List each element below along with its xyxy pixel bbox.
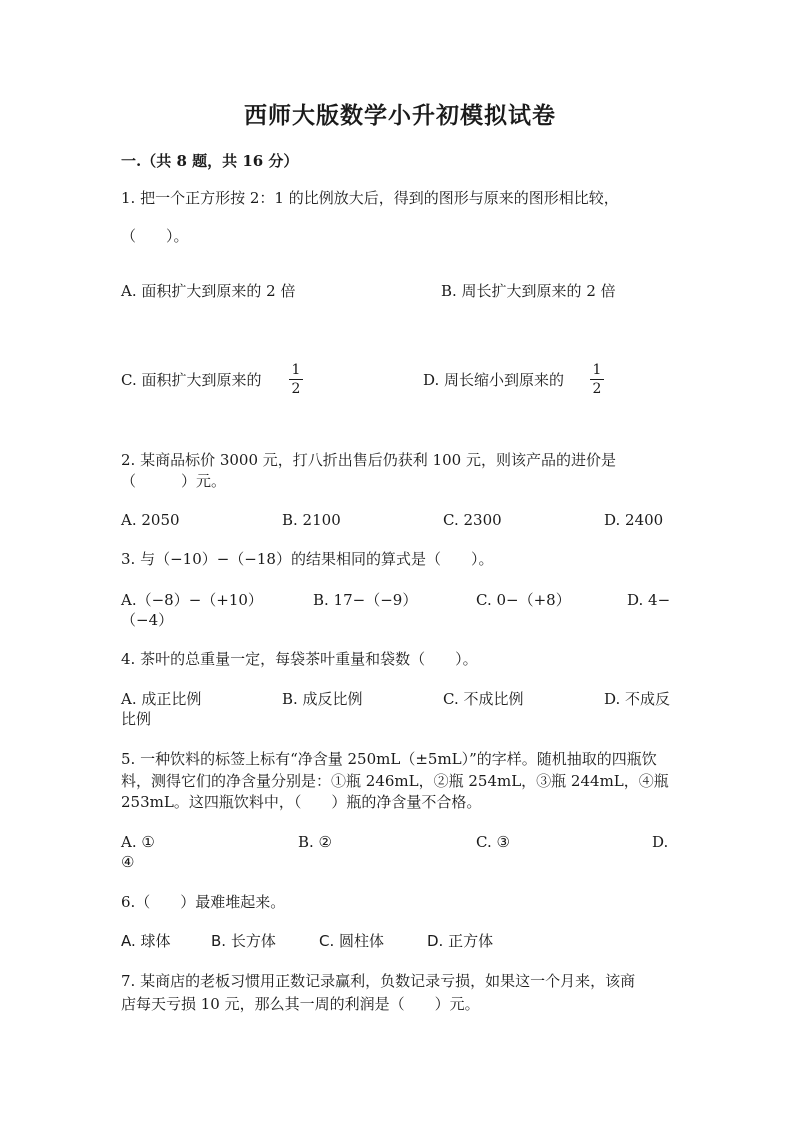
question-7-stem-cont: 店每天亏损 10 元，那么其一周的利润是（ ）元。 [121,995,480,1013]
question-1-option-a: A. 面积扩大到原来的 2 倍 [121,282,296,300]
question-2-option-d: D. 2400 [604,511,664,529]
question-6-option-d: D. 正方体 [427,932,494,950]
question-1-stem-cont: （ ）。 [121,227,189,245]
question-5-option-d-cont: ④ [121,853,135,871]
question-2-option-c: C. 2300 [443,511,502,529]
fraction-one-half [289,363,303,396]
question-3-stem: 3. 与（−10）−（−18）的结果相同的算式是（ ）。 [121,550,494,568]
question-1-option-c: C. 面积扩大到原来的 [121,371,262,389]
question-4-option-c: C. 不成比例 [443,690,524,708]
fraction-bar [590,379,604,380]
question-1-option-d: D. 周长缩小到原来的 [423,371,565,389]
question-5-stem-cont: 料，测得它们的净含量分别是：①瓶 246mL，②瓶 254mL，③瓶 244mL，④瓶 [121,772,669,790]
question-5-option-c: C. ③ [476,833,510,851]
question-2-option-a: A. 2050 [121,511,180,529]
question-6-option-a: A. 球体 [121,932,171,950]
fraction-one-half [590,363,604,396]
question-4-stem: 4. 茶叶的总重量一定，每袋茶叶重量和袋数（ ）。 [121,650,478,668]
question-6-option-c: C. 圆柱体 [319,932,385,950]
question-4-option-d-cont: 比例 [121,710,152,728]
question-6-option-b: B. 长方体 [211,932,276,950]
section-heading: 一.（共 8 题，共 16 分） [121,152,299,170]
question-3-option-c: C. 0−（+8） [476,591,571,609]
question-1-option-b: B. 周长扩大到原来的 2 倍 [441,282,616,300]
question-3-option-d-cont: （−4） [121,611,174,629]
question-3-option-b: B. 17−（−9） [313,591,418,609]
question-5-option-d: D. [652,833,669,851]
question-5-stem: 5. 一种饮料的标签上标有“净含量 250mL（±5mL）”的字样。随机抽取的四瓶饮 [121,750,657,768]
question-1-stem: 1. 把一个正方形按 2：1 的比例放大后，得到的图形与原来的图形相比较， [121,189,619,207]
question-2-stem-cont: （ ）元。 [121,472,227,490]
question-2-option-b: B. 2100 [282,511,341,529]
fraction-denominator: 2 [592,381,602,397]
fraction-denominator: 2 [291,381,301,397]
question-2-stem: 2. 某商品标价 3000 元，打八折出售后仍获利 100 元，则该产品的进价是 [121,451,616,469]
page-title: 西师大版数学小升初模拟试卷 [244,102,556,129]
question-4-option-b: B. 成反比例 [282,690,363,708]
question-5-stem-cont2: 253mL。这四瓶饮料中，（ ）瓶的净含量不合格。 [121,793,482,811]
question-7-stem: 7. 某商店的老板习惯用正数记录赢利，负数记录亏损，如果这一个月来，该商 [121,972,636,990]
fraction-bar [289,379,303,380]
fraction-numerator: 1 [592,362,602,378]
fraction-numerator: 1 [291,362,301,378]
question-4-option-d: D. 不成反 [604,690,671,708]
question-4-option-a: A. 成正比例 [121,690,202,708]
question-3-option-a: A.（−8）−（+10） [121,591,263,609]
question-5-option-b: B. ② [298,833,333,851]
question-3-option-d: D. 4− [627,591,671,609]
question-6-stem: 6.（ ）最难堆起来。 [121,893,286,911]
question-5-option-a: A. ① [121,833,155,851]
